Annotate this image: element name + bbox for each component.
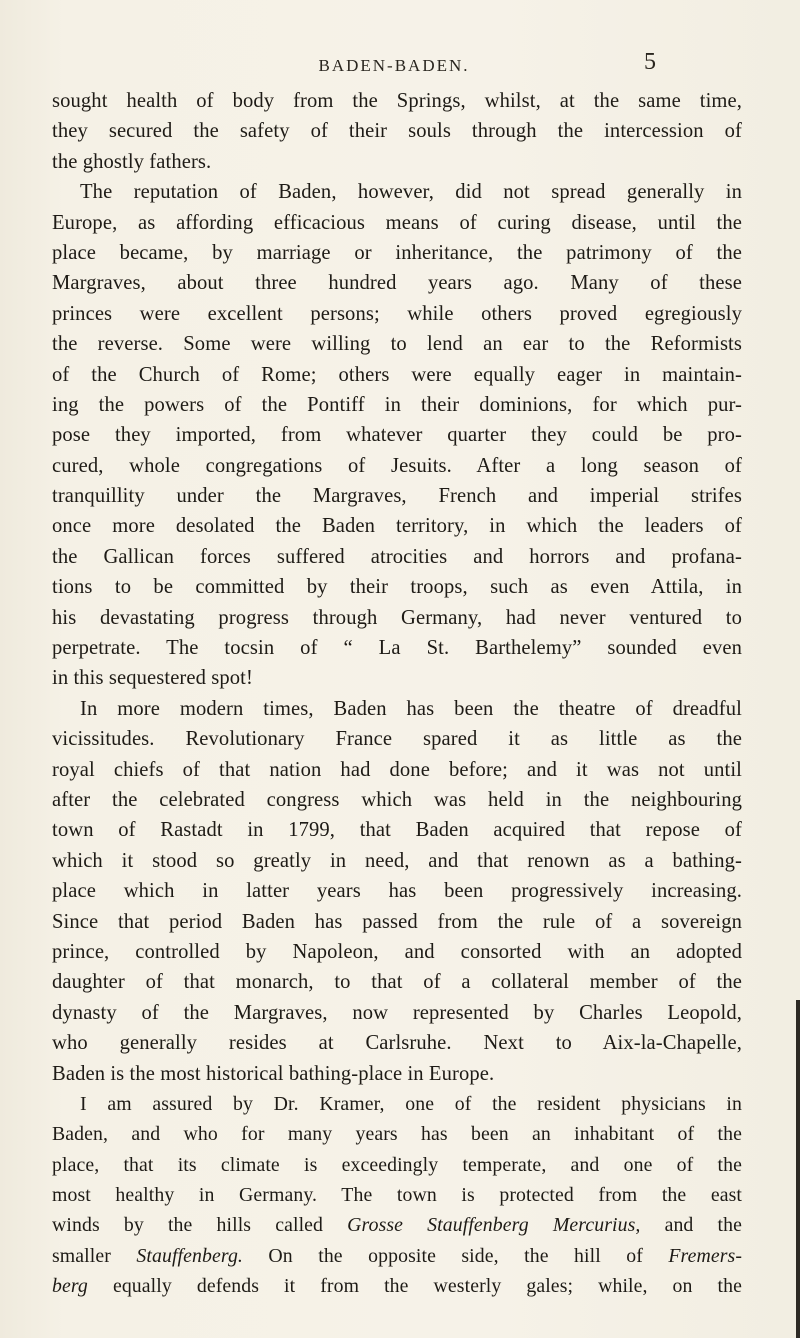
running-head: BADEN-BADEN. [318,56,470,75]
text-line: pose they imported, from whatever quarter they could be pro- [52,424,742,447]
italic-place-name: berg [52,1275,88,1298]
text-line: place which in latter years has been progressively increasing. [52,880,742,903]
text-line: the reverse. Some were willing to lend an ear to the Reformists [52,333,742,356]
text-line: Baden, and who for many years has been an inhabitant of the [52,1123,742,1146]
text-line: prince, controlled by Napoleon, and consorted with an adopted [52,940,742,963]
text-line: royal chiefs of that nation had done before; and it was not until [52,758,742,781]
text-line: Since that period Baden has passed from the rule of a sovereign [52,910,742,933]
text-line: the ghostly fathers. [52,150,212,173]
page-number: 5 [644,49,656,75]
text-line: place became, by marriage or inheritance, the patrimony of the [52,241,742,264]
text-line: cured, whole congregations of Jesuits. After a long season of [52,454,742,477]
text-run: On the opposite side, the hill of [268,1244,643,1267]
text-run: winds by the hills called [52,1214,324,1237]
text-line: who generally resides at Carlsruhe. Next to Aix-la-Chapelle, [52,1032,742,1055]
text-line: perpetrate. The tocsin of “ La St. Barthelemy” sounded even [52,637,742,660]
text-line: princes were excellent persons; while others proved egregiously [52,302,742,325]
text-line: daughter of that monarch, to that of a collateral member of the [52,971,742,994]
text-line: his devastating progress through Germany, had never ventured to [52,606,742,629]
text-line [52,1241,742,1271]
text-line: after the celebrated congress which was held in the neighbouring [52,788,742,811]
text-line [52,1271,742,1301]
text-line: I am assured by Dr. Kramer, one of the resident physicians in [80,1092,742,1115]
text-line: town of Rastadt in 1799, that Baden acquired that repose of [52,819,742,842]
italic-place-name: Fremers- [668,1244,743,1267]
italic-place-name: Grosse Stauffenberg Mercurius, [347,1214,641,1237]
text-line: sought health of body from the Springs, whilst, at the same time, [52,90,742,112]
text-run: smaller [52,1244,111,1267]
text-run: equally defends it from the westerly gales; while, on the [112,1275,742,1298]
text-line: Europe, as affording efficacious means of curing disease, until the [52,211,742,234]
text-line: Baden is the most historical bathing-place in Europe. [52,1062,495,1085]
text-line: ing the powers of the Pontiff in their dominions, for which pur- [52,393,742,416]
page-header [0,46,800,80]
italic-place-name: Stauffenberg. [136,1244,243,1267]
text-run: and the [664,1214,742,1237]
text-line: in this sequestered spot! [52,667,253,690]
text-line: dynasty of the Margraves, now represented by Charles Leopold, [52,1001,742,1024]
text-line: they secured the safety of their souls through the intercession of [52,120,742,143]
text-line: most healthy in Germany. The town is protected from the east [52,1184,742,1207]
text-line: of the Church of Rome; others were equally eager in maintain- [52,363,742,386]
text-line: In more modern times, Baden has been the theatre of dreadful [80,697,742,720]
text-line: the Gallican forces suffered atrocities and horrors and profana- [52,545,742,568]
text-line: which it stood so greatly in need, and that renown as a bathing- [52,849,742,872]
text-line: tions to be committed by their troops, such as even Attila, in [52,576,742,599]
text-line: once more desolated the Baden territory, in which the leaders of [52,515,742,538]
text-line [52,1210,742,1240]
text-line: vicissitudes. Revolutionary France spared it as little as the [52,728,742,751]
text-line: Margraves, about three hundred years ago. Many of these [52,272,742,295]
page-edge-shadow [796,1000,800,1338]
text-line: tranquillity under the Margraves, French and imperial strifes [52,485,742,508]
text-line: The reputation of Baden, however, did not spread generally in [80,181,742,204]
text-line: place, that its climate is exceedingly temperate, and one of the [52,1153,742,1176]
body-text [52,86,742,1302]
